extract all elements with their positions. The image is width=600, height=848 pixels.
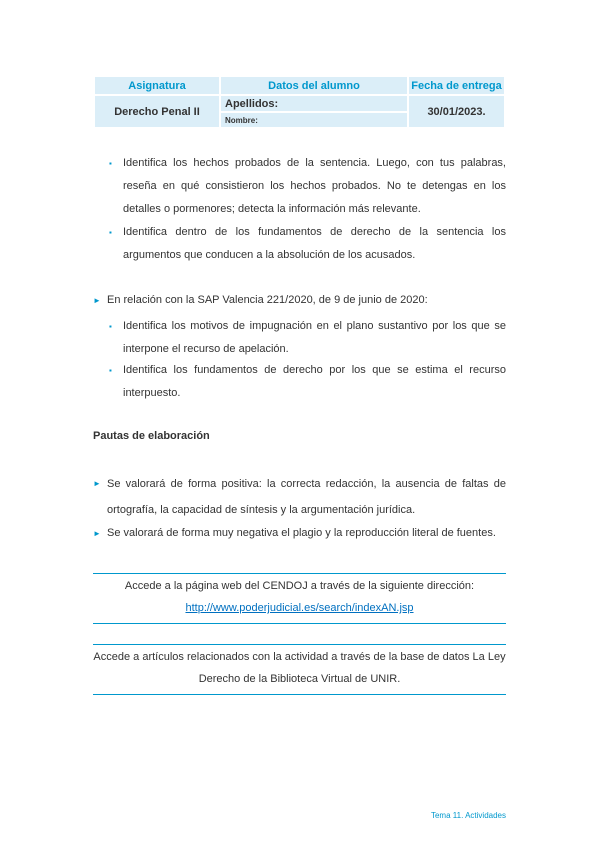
bullet-item: ▪ Identifica los motivos de impugnación en el plano sustantivo por los que se interpone el recurso de apelación. [123, 315, 506, 361]
cendoj-box [93, 573, 506, 624]
header-table [93, 75, 506, 129]
laley-text: Accede a artículos relacionados con la actividad a través de la base de datos La Ley Derecho de la Biblioteca Virtual de UNIR. [93, 651, 506, 685]
cendoj-link[interactable]: http://www.poderjudicial.es/search/indexAN.jsp [185, 602, 414, 614]
apellidos-label: Apellidos: [220, 95, 408, 112]
laley-box [93, 644, 506, 695]
pautas-item: ► Se valorará de forma muy negativa el plagio y la reproducción literal de fuentes. [107, 522, 506, 545]
pautas-item: ► Se valorará de forma positiva: la correcta redacción, la ausencia de faltas de ortografía, la capacidad de síntesis y la argumentación jurídica. [107, 471, 506, 523]
section2-intro: ► En relación con la SAP Valencia 221/2020, de 9 de junio de 2020: [107, 289, 506, 312]
bullet-item: ▪ Identifica dentro de los fundamentos de derecho de la sentencia los argumentos que conducen a la absolución de los acusados. [123, 221, 506, 267]
col-fecha-entrega: Fecha de entrega [408, 76, 505, 95]
pautas-heading: Pautas de elaboración [93, 430, 210, 442]
nombre-label: Nombre: [220, 112, 408, 128]
page-footer: Tema 11. Actividades [430, 811, 506, 820]
col-datos-alumno: Datos del alumno [220, 76, 408, 95]
subject-cell: Derecho Penal II [94, 95, 220, 128]
date-cell: 30/01/2023. [408, 95, 505, 128]
col-asignatura: Asignatura [94, 76, 220, 95]
cendoj-text: Accede a la página web del CENDOJ a través de la siguiente dirección: [124, 580, 475, 592]
bullet-item: ▪ Identifica los fundamentos de derecho por los que se estima el recurso interpuesto. [123, 359, 506, 405]
bullet-item: ▪ Identifica los hechos probados de la sentencia. Luego, con tus palabras, reseña en qué consistieron los hechos probados. No te detengas en los detalles o pormenores; detecta la información más relevante. [123, 152, 506, 221]
